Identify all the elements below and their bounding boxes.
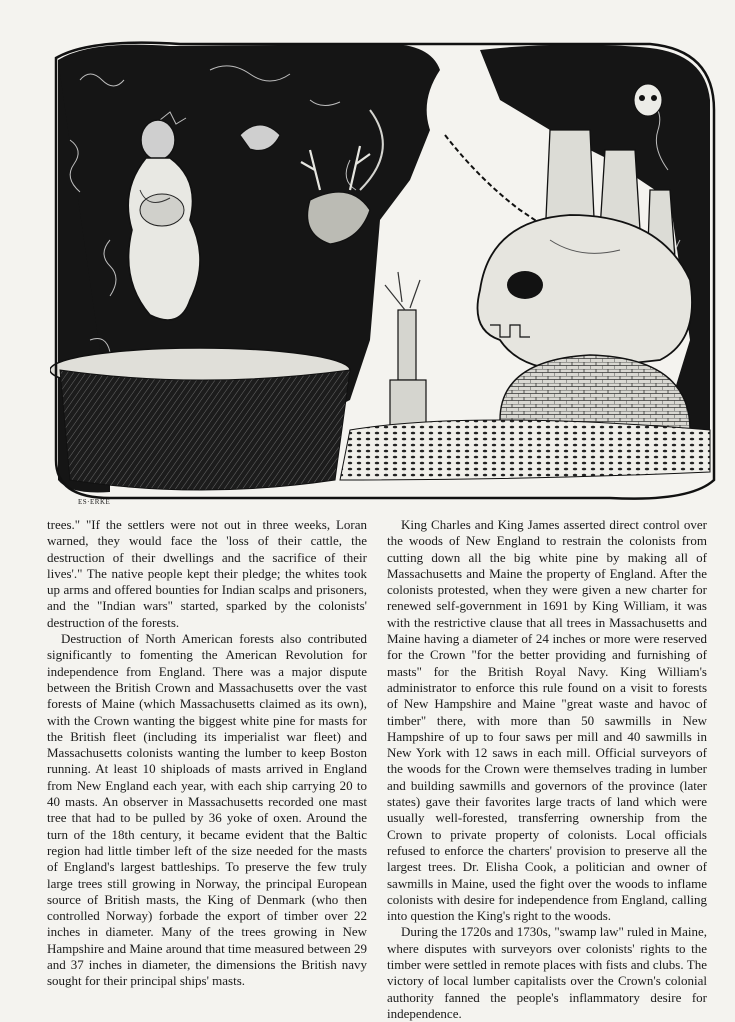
paragraph: trees." "If the settlers were not out in three weeks, Loran warned, they would face the 'loss of their cattle, the destruction of their dwellings and the sacrifice of their lives'." The native people kept their pledge; the whites took up arms and offered bounties for Indian scalps and prisoners, and the "Indian wars" started, sparked by the colonists' destruction of the forests. — [47, 517, 367, 630]
industrial-tower — [385, 272, 426, 435]
right-column — [387, 517, 707, 1022]
tree-stump-platform — [50, 348, 350, 490]
article-body — [47, 517, 707, 1021]
small-skull — [634, 84, 662, 116]
paragraph: Destruction of North American forests also contributed significantly to fomenting the American Revolution for independence from England. There was a major dispute between the British Crown and Massachusetts over the vast forests of Maine (which Massachusetts claimed as its own), with the Crown wanting the biggest white pine for masts for the British fleet (including its imperialist war fleet) and Massachusetts colonists wanting the lumber to keep Boston running. At least 10 shiploads of masts arrived in England from New England each year, with each ship carrying 20 to 40 masts. An observer in Massachusetts recorded one mast tree that had to be pulled by 36 yoke of oxen. Around the turn of the 18th century, it became evident that the Baltic region had little timber left of the size needed for the masts of England's largest battleships. To preserve the few truly large trees still growing in Norway, the principal European source of British masts, the King of Denmark (who then controlled Norway) forbade the export of timber over 22 inches in diameter. Many of the trees growing in New Hampshire and Maine around that time measured between 29 and 37 inches in diameter, the dimensions the British navy sought for their principal ships' masts. — [47, 631, 367, 989]
paragraph: During the 1720s and 1730s, "swamp law" ruled in Maine, where disputes with surveyors over colonists' rights to the timber were settled in remote places with fists and clubs. The victory of local lumber capitalists over the Crown's colonial authority fanned the people's inflammatory desire for independence. — [387, 924, 707, 1021]
paragraph: King Charles and King James asserted direct control over the woods of New England to restrain the colonists from cutting down all the big white pine by making all of Massachusetts and Maine the property of England. After the colonists protested, when they were given a new charter for renewed self-government in 1691 by King William, it was with the restrictive clause that all trees in Massachusetts and Maine having a diameter of 24 inches or more were reserved for the Crown "for the better providing and furnishing of masts" for the British Royal Navy. King William's administrator to enforce this rule found on a visit to forests of New Hampshire and Maine "great waste and havoc of timber" there, with more than 50 sawmills in New Hampshire of up to four saws per mill and 40 sawmills in New York with 12 saws in each mill. Official surveyors of the woods for the Crown were themselves trading in lumber and building sawmills and governors of the province (later states) gave their favorites large tracts of land which were usually well-forested, transferring ownership from the Crown to private property of colonists. Local officials refused to enforce the charters' provision to preserve all the largest trees. Dr. Elisha Cook, a politician and owner of sawmills in Maine, used the fight over the woods to inflame colonists with desire for independence from England, calling into question the King's right to the woods. — [387, 517, 707, 924]
left-column — [47, 517, 367, 990]
artist-signature: ES·ERKE — [78, 498, 111, 506]
woodcut-illustration — [50, 40, 717, 508]
stump-field — [340, 420, 710, 480]
